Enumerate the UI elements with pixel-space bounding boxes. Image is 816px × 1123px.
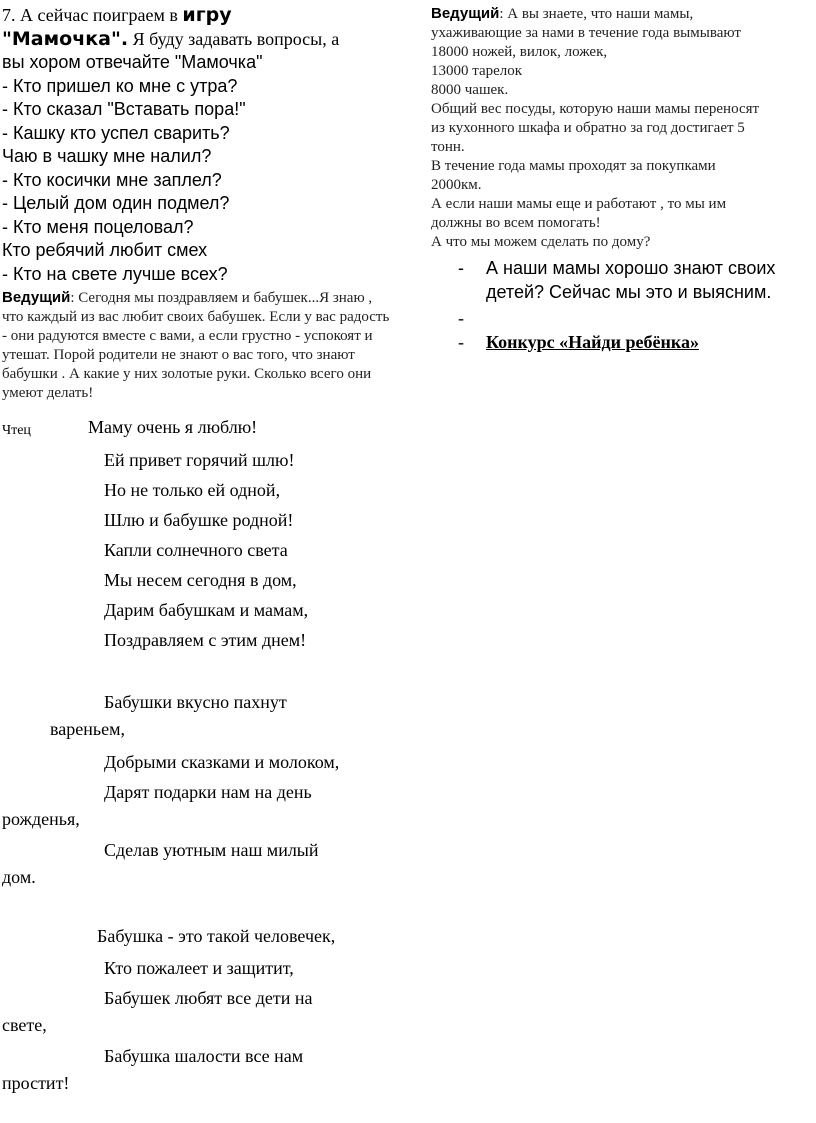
host-label: Ведущий (431, 5, 500, 22)
verse-line: Маму очень я люблю! (88, 417, 258, 437)
reader-label: Чтец (2, 423, 31, 438)
host-text-line: должны во всем помогать! (431, 215, 601, 231)
list-dash: - (458, 332, 464, 352)
verse-line-cont: простит! (2, 1073, 70, 1093)
dash-list (431, 256, 816, 354)
verse-line: Бабушки вкусно пахнут (104, 692, 287, 712)
host-first-line (431, 4, 816, 24)
host-text-line: : А вы знаете, что наши мамы, (499, 6, 694, 22)
game-word: игру (182, 4, 232, 26)
verse-line-cont: свете, (2, 1015, 47, 1035)
question: - Кто на свете лучше всех? (2, 263, 228, 284)
list-dash: - (458, 258, 464, 278)
host-text-line: Общий вес посуды, которую наши мамы переносят (431, 101, 760, 117)
question: Чаю в чашку мне налил? (2, 146, 212, 166)
verse-line: Но не только ей одной, (104, 480, 281, 500)
verse-line: Поздравляем с этим днем! (104, 630, 307, 650)
question: - Кашку кто успел сварить? (2, 122, 230, 143)
game-intro-rest2: вы хором отвечайте "Мамочка" (2, 52, 263, 72)
question: - Кто пришел ко мне с утра? (2, 75, 238, 96)
verse-line: Сделав уютным наш милый (104, 840, 319, 860)
verse-line: Дарят подарки нам на день (104, 782, 312, 802)
verse-line: Бабушек любят все дети на (104, 988, 313, 1008)
host-text-line: В течение года мамы проходят за покупками (431, 158, 716, 174)
verse-line: Капли солнечного света (104, 540, 288, 560)
question: - Кто сказал "Вставать пора!" (2, 99, 246, 119)
reader-row (2, 417, 394, 445)
verse-line: Бабушка шалости все нам (104, 1046, 304, 1066)
verse-2 (2, 689, 394, 891)
verse-line-cont: рожденья, (2, 809, 80, 829)
verse-1 (2, 445, 394, 655)
list-item-text: А наши мамы хорошо знают своих детей? Сейчас мы это и выясним. (486, 258, 776, 302)
verse-line: Шлю и бабушке родной! (104, 510, 294, 530)
game-intro-rest1: Я буду задавать вопросы, а (132, 28, 340, 49)
host-text-line: 2000км. (431, 177, 482, 193)
verse-line: Дарим бабушкам и мамам, (104, 600, 309, 620)
host-text-line: ухаживающие за нами в течение года вымывают (431, 25, 741, 41)
host-text: : Сегодня мы поздравляем и бабушек...Я знаю , что каждый из вас любит своих бабушек. Если у вас радость - они радуются вместе с вами, а если грустно - успокоят и утешат. Порой родители не знают о вас того, что знают бабушки . А какие у них золотые руки. Сколько всего они умеют делать! (2, 290, 390, 401)
verse-3 (2, 921, 394, 1097)
left-column (2, 4, 394, 1097)
question-list (2, 75, 394, 287)
host-text-line: из кухонного шкафа и обратно за год достигает 5 (431, 120, 745, 136)
host-text-line: А если наши мамы еще и работают , то мы им (431, 196, 727, 212)
list-item (431, 330, 816, 354)
host-text-line: А что мы можем сделать по дому? (431, 234, 651, 250)
host-speech (2, 288, 394, 403)
game-intro-prefix: 7. А сейчас поиграем в (2, 5, 178, 25)
host-text-line: тонн. (431, 139, 465, 155)
game-intro (2, 4, 394, 75)
question: - Кто меня поцеловал? (2, 216, 194, 237)
verse-line: Кто пожалеет и защитит, (104, 958, 294, 978)
verse-line-cont: вареньем, (50, 719, 125, 739)
verse-line: Ей привет горячий шлю! (104, 450, 295, 470)
list-dash: - (458, 308, 464, 328)
question: - Целый дом один подмел? (2, 193, 230, 213)
host-text-line: 18000 ножей, вилок, ложек, (431, 44, 608, 60)
question: Кто ребячий любит смех (2, 240, 208, 260)
list-item (431, 306, 816, 328)
verse-line: Мы несем сегодня в дом, (104, 570, 297, 590)
list-item (431, 256, 816, 304)
verse-line: Добрыми сказками и молоком, (104, 752, 340, 772)
game-name: "Мамочка". (2, 27, 129, 50)
host-text-line: 8000 чашек. (431, 82, 509, 98)
contest-title: Конкурс «Найди ребёнка» (486, 332, 699, 352)
verse-line-cont: дом. (2, 867, 36, 887)
host-label: Ведущий (2, 289, 71, 306)
right-column (431, 4, 816, 356)
host-text-line: 13000 тарелок (431, 63, 523, 79)
question: - Кто косички мне заплел? (2, 169, 222, 190)
host-speech-right (431, 4, 816, 252)
verse-line: Бабушка - это такой человечек, (97, 926, 336, 946)
